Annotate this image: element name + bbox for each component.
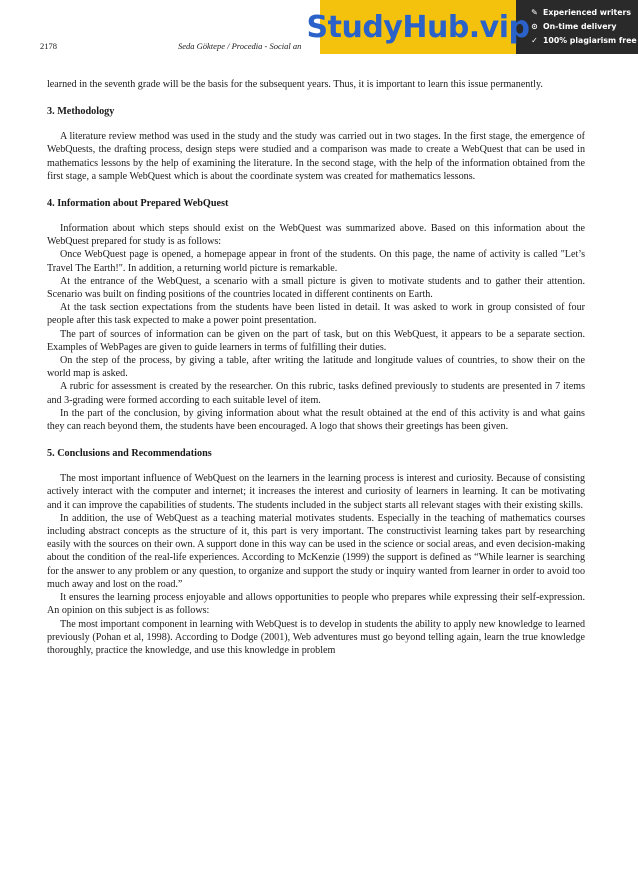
running-head: Seda Göktepe / Procedia - Social an <box>178 41 302 51</box>
paragraph: In the part of the conclusion, by giving information about what the result obtained at the end of this activity is and what gains they can reach beyond them, the students have been encouraged. A logo that shows their greetings has been given. <box>47 407 585 433</box>
clock-icon: ⊙ <box>531 21 538 31</box>
banner-feature <box>530 33 638 47</box>
paragraph: At the task section expectations from the students have been listed in detail. It was asked to work in group consisted of four people after this task expected to make a power point presentation. <box>47 302 585 327</box>
banner-feature-label: 100% plagiarism free <box>543 35 637 45</box>
paragraph: It ensures the learning process enjoyable and allows opportunities to people who prepares while expressing their self-expression. An opinion on this subject is as follows: <box>47 592 585 617</box>
section-heading-methodology: 3. Methodology <box>47 106 115 118</box>
check-icon: ✓ <box>531 35 538 45</box>
paragraph: At the entrance of the WebQuest, a scenario with a small picture is given to motivate students and to gather their attention. Scenario was built on finding positions of the countries located in different continents on Earth. <box>47 275 585 301</box>
paragraph: A literature review method was used in the study and the study was carried out in two stages. In the first stage, the emergence of WebQuests, the drafting process, design steps were studied and a comparison was made to create a WebQuest that can be used in mathematics lessons by the help of examining the literature. In the second stage, with the help of the information obtained from the first stage, a sample WebQuest which is about the coordinate system was created for mathematics lessons. <box>47 131 585 182</box>
pen-icon: ✎ <box>531 7 538 17</box>
paragraph: In addition, the use of WebQuest as a teaching material motivates students. Especially in the teaching of mathematics courses including abstract concepts as the structure of it, this part is very important. The constructivist learning takes part by researching easily with the sources on their own. A support done in this way can be used in the science or social areas, and even decision-making about the condition of the real-life experiences. According to McKenzie (1999) the support is defined as “While learner is searching for the answer to any problem or any question, to organize and support the study or inquiry wanted from learner in order to avoid too much away and lost on the road.” <box>47 512 585 590</box>
banner-feature-label: On-time delivery <box>543 21 617 31</box>
intro-paragraph: learned in the seventh grade will be the basis for the subsequent years. Thus, it is important to learn this issue permanently. <box>47 79 543 90</box>
banner-feature <box>530 5 638 19</box>
page-number: 2178 <box>40 41 57 51</box>
paragraph: A rubric for assessment is created by the researcher. On this rubric, tasks defined previously to students are presented in 7 items and 3-grading were formed according to each suitable level of item. <box>47 381 585 406</box>
studyhub-banner[interactable] <box>306 0 638 54</box>
paragraph: The most important component in learning with WebQuest is to develop in students the ability to apply new knowledge to learned previously (Pohan et al, 1998). According to Dodge (2001), Web adventures must go beyond telling again, learn the true knowledge thoroughly, practice the knowledge, and use this knowledge in problem <box>47 618 585 656</box>
section-heading-information: 4. Information about Prepared WebQuest <box>47 198 229 210</box>
paragraph: The part of sources of information can be given on the part of task, but on this WebQuest, it appears to be a separate section. Examples of WebPages are given to guide learners in terms of fulfilling their duties. <box>47 328 585 353</box>
paragraph: Once WebQuest page is opened, a homepage appear in front of the students. On this page, the name of activity is called "Let’s Travel The Earth!". In addition, a returning world picture is remarkable. <box>47 249 585 274</box>
banner-feature-label: Experienced writers <box>543 7 632 17</box>
banner-feature <box>530 19 638 33</box>
paragraph: On the step of the process, by giving a table, after writing the latitude and longitude values of countries, to show their on the world map is asked. <box>47 355 585 380</box>
studyhub-logo[interactable]: StudyHub.vip <box>320 0 516 54</box>
paragraph: The most important influence of WebQuest on the learners in the learning process is interest and curiosity. Because of consisting actively interact with the computer and internet; it increases the interest and curiosity of learners in learning. It can be motivating and it can improve the capabilities of students. The students included in the subject starts all relevant stages with their existing skills. <box>47 473 585 511</box>
paragraph: Information about which steps should exist on the WebQuest was summarized above. Based on this information about the WebQuest prepared for study is as follows: <box>47 223 585 248</box>
article-body <box>47 78 585 657</box>
banner-feature-list <box>516 0 638 54</box>
section-heading-conclusions: 5. Conclusions and Recommendations <box>47 448 212 460</box>
